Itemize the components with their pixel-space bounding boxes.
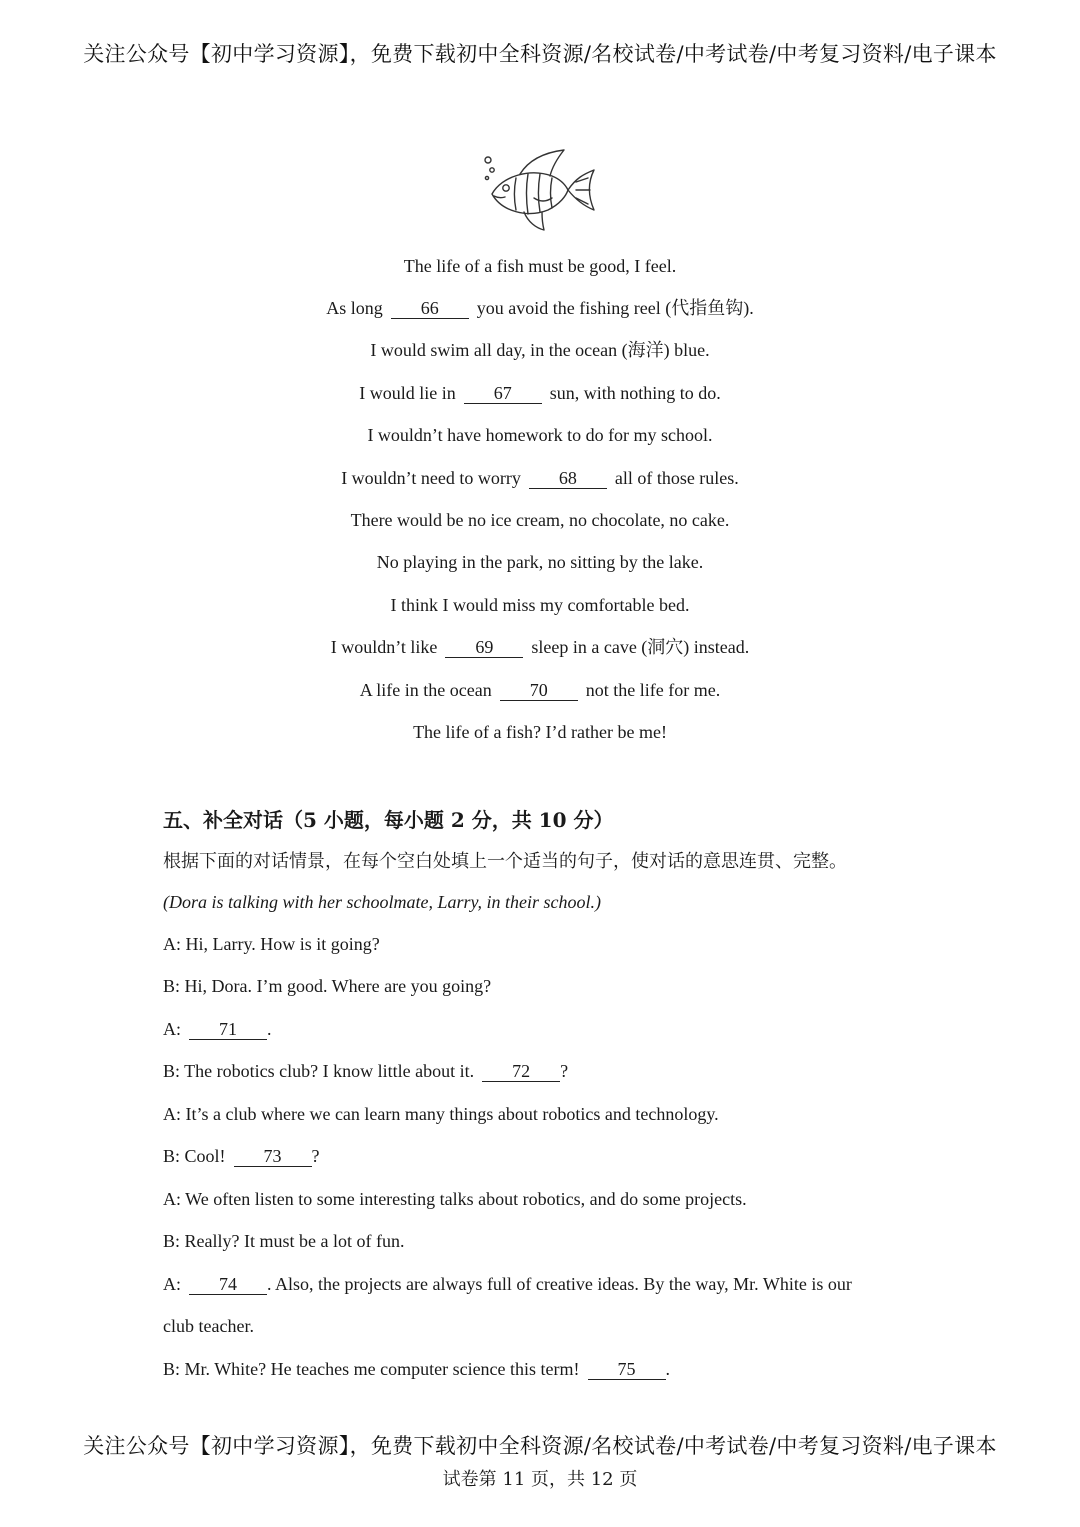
dialog-line: club teacher.: [163, 1316, 254, 1336]
dialog-line: [163, 1144, 320, 1168]
promo-banner-top: 关注公众号【初中学习资源】，免费下载初中全科资源/名校试卷/中考试卷/中考复习资料/电子课本: [83, 42, 997, 66]
line-text: .: [665, 1359, 671, 1379]
poem-line: The life of a fish must be good, I feel.: [403, 256, 677, 276]
line-text: I would lie in: [359, 383, 456, 403]
line-text: I wouldn’t like: [330, 637, 438, 657]
dialog-line: A: It’s a club where we can learn many things about robotics and technology.: [163, 1104, 719, 1124]
poem-line: [0, 678, 1080, 702]
poem-line: [0, 635, 1080, 659]
answer-blank-66[interactable]: 66: [391, 298, 469, 319]
line-text: . Also, the projects are always full of creative ideas. By the way, Mr. White is our: [267, 1274, 852, 1294]
line-text: sleep in a cave (洞穴) instead.: [531, 637, 750, 657]
poem-line: [0, 466, 1080, 490]
line-text: sun, with nothing to do.: [549, 383, 721, 403]
promo-banner-bottom: 关注公众号【初中学习资源】，免费下载初中全科资源/名校试卷/中考试卷/中考复习资料/电子课本: [83, 1434, 997, 1458]
line-text: .: [267, 1019, 272, 1039]
answer-blank-73[interactable]: 73: [234, 1146, 312, 1167]
section-title: 五、补全对话（5 小题，每小题 2 分，共 10 分）: [163, 808, 614, 832]
answer-blank-68[interactable]: 68: [529, 468, 607, 489]
section-instruction: 根据下面的对话情景，在每个空白处填上一个适当的句子，使对话的意思连贯、完整。: [163, 851, 847, 872]
poem-line: No playing in the park, no sitting by the lake.: [376, 552, 704, 572]
dialog-line: B: Really? It must be a lot of fun.: [163, 1231, 405, 1251]
line-text: you avoid the fishing reel (代指鱼钩).: [476, 298, 754, 318]
line-text: ?: [311, 1146, 320, 1166]
poem-line: [0, 381, 1080, 405]
scene-description: (Dora is talking with her schoolmate, Larry, in their school.): [163, 892, 601, 912]
answer-blank-67[interactable]: 67: [464, 383, 542, 404]
dialog-line: [163, 1357, 670, 1381]
poem-line: [0, 296, 1080, 320]
line-text: B: Mr. White? He teaches me computer science this term!: [163, 1359, 580, 1379]
dialog-line: [163, 1272, 852, 1296]
line-text: B: Cool!: [163, 1146, 226, 1166]
line-text: A:: [163, 1274, 181, 1294]
answer-blank-72[interactable]: 72: [482, 1061, 560, 1082]
dialog-line: A: Hi, Larry. How is it going?: [163, 934, 380, 954]
answer-blank-74[interactable]: 74: [189, 1274, 267, 1295]
answer-blank-71[interactable]: 71: [189, 1019, 267, 1040]
poem-line: There would be no ice cream, no chocolate, no cake.: [350, 510, 730, 530]
poem-line: I would swim all day, in the ocean (海洋) blue.: [370, 340, 710, 360]
dialog-line: B: Hi, Dora. I’m good. Where are you going?: [163, 976, 492, 996]
poem-line: The life of a fish? I’d rather be me!: [413, 722, 667, 742]
line-text: ?: [560, 1061, 569, 1081]
line-text: I wouldn’t need to worry: [341, 468, 521, 488]
dialog-line: A: We often listen to some interesting talks about robotics, and do some projects.: [163, 1189, 747, 1209]
answer-blank-69[interactable]: 69: [445, 637, 523, 658]
line-text: As long: [326, 298, 383, 318]
line-text: all of those rules.: [614, 468, 739, 488]
line-text: A life in the ocean: [359, 680, 492, 700]
answer-blank-70[interactable]: 70: [500, 680, 578, 701]
line-text: B: The robotics club? I know little about it.: [163, 1061, 475, 1081]
poem-line: I think I would miss my comfortable bed.: [390, 595, 690, 615]
line-text: not the life for me.: [585, 680, 721, 700]
answer-blank-75[interactable]: 75: [588, 1359, 666, 1380]
fish-illustration-icon: [480, 148, 598, 232]
dialog-line: [163, 1017, 272, 1041]
page-number: 试卷第 11 页，共 12 页: [442, 1469, 638, 1490]
poem-line: I wouldn’t have homework to do for my school.: [367, 425, 713, 445]
dialog-line: [163, 1059, 568, 1083]
line-text: A:: [163, 1019, 181, 1039]
